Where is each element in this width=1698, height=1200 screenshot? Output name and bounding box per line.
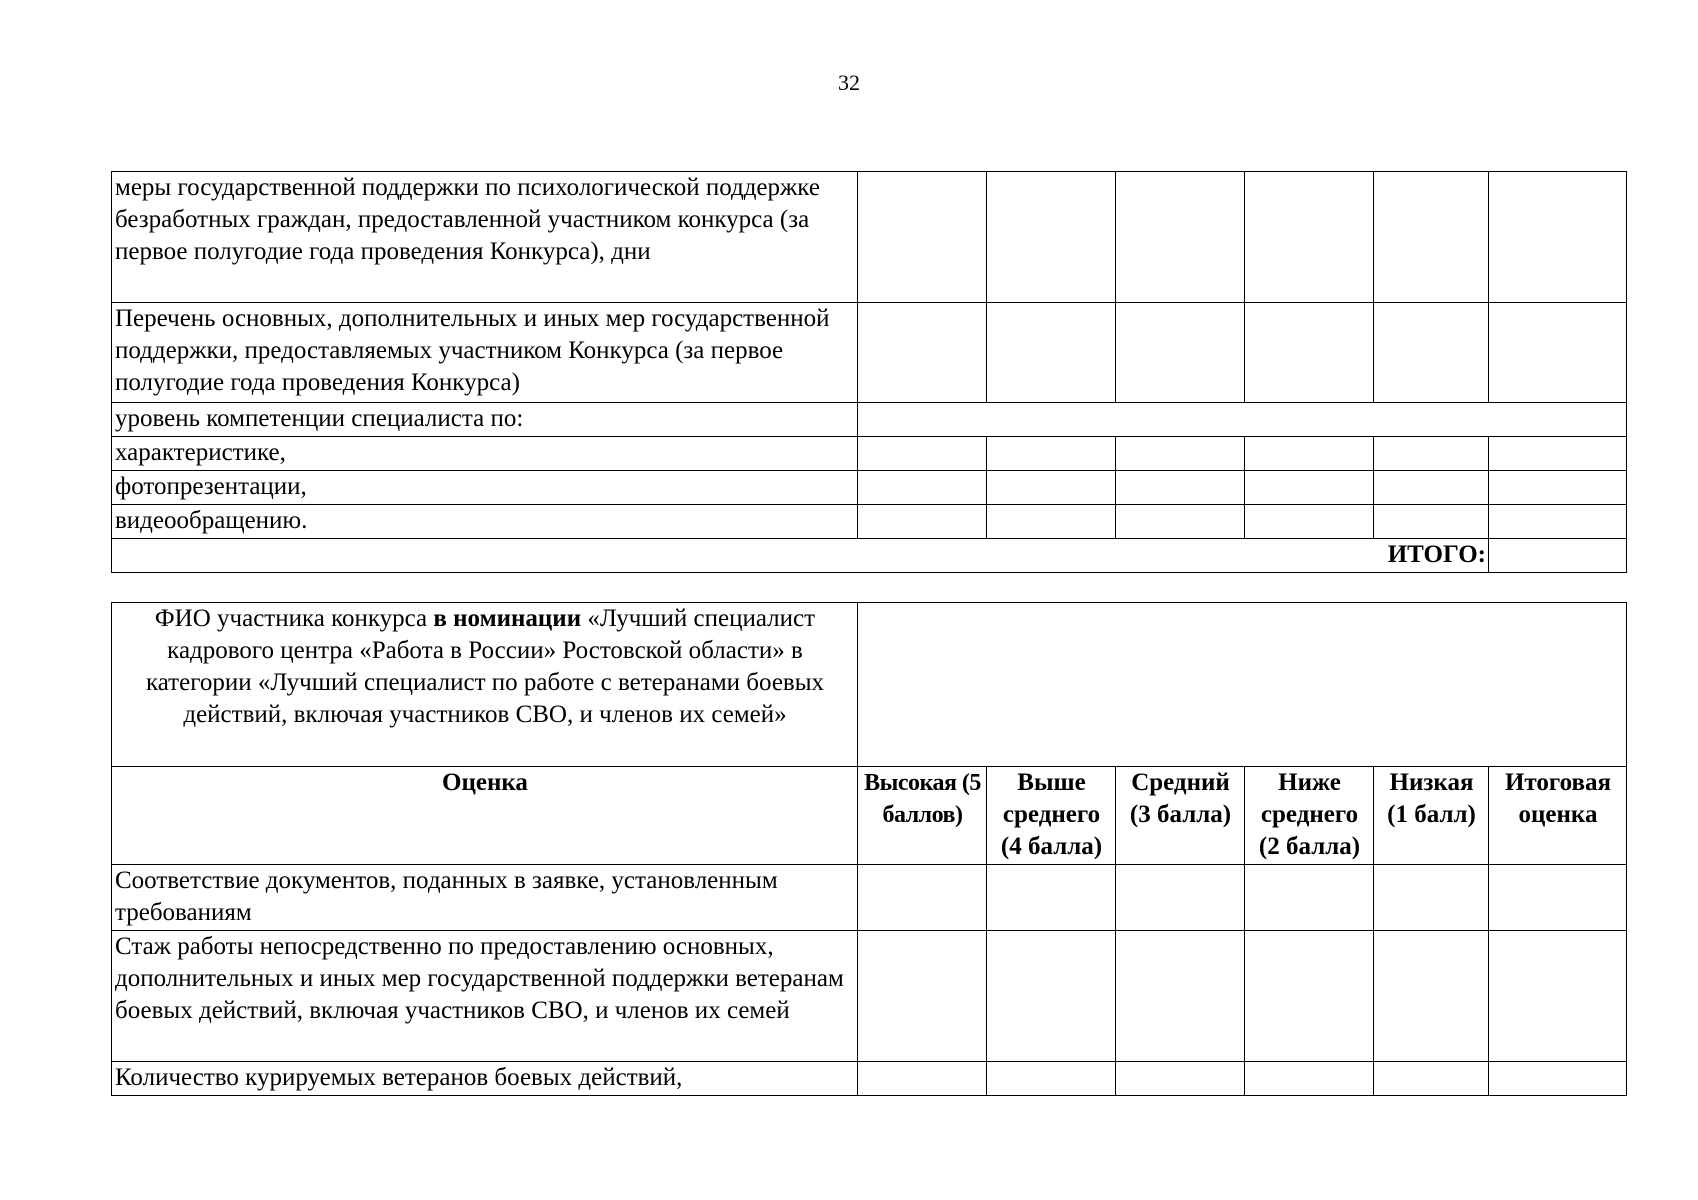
score-cell <box>1374 865 1489 931</box>
total-row <box>112 539 1627 573</box>
score-cell <box>1489 505 1627 539</box>
table-row <box>112 1062 1627 1096</box>
criterion-label: уровень компетенции специалиста по: <box>112 403 858 437</box>
criterion-label: Перечень основных, дополнительных и иных мер государственной поддержки, предоставляемых участником Конкурса (за первое полугодие года проведения Конкурса) <box>112 303 858 403</box>
nomination-prefix: ФИО участника конкурса <box>154 605 434 632</box>
table-row <box>112 437 1627 471</box>
below-average-header: Ниже среднего (2 балла) <box>1245 767 1374 865</box>
score-cell <box>1245 471 1374 505</box>
score-cell <box>858 437 987 471</box>
score-cell <box>858 865 987 931</box>
score-cell <box>1489 437 1627 471</box>
score-cell <box>1489 865 1627 931</box>
final-score-header: Итоговая оценка <box>1489 767 1627 865</box>
total-label: ИТОГО: <box>112 539 1489 573</box>
score-cell <box>1245 1062 1374 1096</box>
score-cell <box>1374 1062 1489 1096</box>
criterion-label: фотопрезентации, <box>112 471 858 505</box>
participant-name-cell <box>858 603 1627 767</box>
score-cell <box>858 1062 987 1096</box>
score-cell <box>987 1062 1116 1096</box>
score-cell <box>1116 437 1245 471</box>
nomination-suffix: «Лучший специалист кадрового центра «Работа в России» Ростовской области» в категории «Лучший специалист по работе с ветеранами боевых действий, включая участников СВО, и членов их семей» <box>145 605 825 728</box>
score-cell <box>1245 505 1374 539</box>
score-cell <box>987 437 1116 471</box>
merged-cell <box>858 403 1627 437</box>
high-score-header: Высокая (5 баллов) <box>858 767 987 865</box>
score-cell <box>1245 437 1374 471</box>
score-cell <box>1245 865 1374 931</box>
score-cell <box>1245 172 1374 303</box>
score-cell <box>1374 303 1489 403</box>
table-row <box>112 471 1627 505</box>
criterion-label: Соответствие документов, поданных в заявке, установленным требованиям <box>112 865 858 931</box>
above-average-header: Выше среднего (4 балла) <box>987 767 1116 865</box>
score-cell <box>1116 931 1245 1062</box>
table-row <box>112 303 1627 403</box>
score-cell <box>987 931 1116 1062</box>
table-row <box>112 403 1627 437</box>
score-cell <box>1116 865 1245 931</box>
table-row <box>112 172 1627 303</box>
table-row <box>112 931 1627 1062</box>
nomination-title <box>112 603 858 767</box>
nomination-bold: в номинации <box>433 605 582 632</box>
score-cell <box>987 172 1116 303</box>
score-cell <box>1374 505 1489 539</box>
average-header: Средний (3 балла) <box>1116 767 1245 865</box>
score-cell <box>1245 303 1374 403</box>
total-value-cell <box>1489 539 1627 573</box>
score-cell <box>858 471 987 505</box>
score-cell <box>1374 471 1489 505</box>
criterion-label: характеристике, <box>112 437 858 471</box>
criterion-header: Оценка <box>112 767 858 865</box>
nomination-row <box>112 603 1627 767</box>
header-row <box>112 767 1627 865</box>
score-cell <box>987 865 1116 931</box>
score-cell <box>1116 303 1245 403</box>
score-cell <box>987 505 1116 539</box>
table-row <box>112 505 1627 539</box>
score-cell <box>858 172 987 303</box>
score-cell <box>858 505 987 539</box>
score-cell <box>1489 1062 1627 1096</box>
score-cell <box>1489 172 1627 303</box>
score-cell <box>1489 471 1627 505</box>
evaluation-table-continued <box>111 171 1627 573</box>
score-cell <box>1374 172 1489 303</box>
score-cell <box>858 931 987 1062</box>
score-cell <box>1116 1062 1245 1096</box>
score-cell <box>987 471 1116 505</box>
criterion-label: видеообращению. <box>112 505 858 539</box>
score-cell <box>1116 172 1245 303</box>
table-row <box>112 865 1627 931</box>
criterion-label: Количество курируемых ветеранов боевых действий, <box>112 1062 858 1096</box>
score-cell <box>987 303 1116 403</box>
score-cell <box>1374 931 1489 1062</box>
score-cell <box>1374 437 1489 471</box>
criterion-label: меры государственной поддержки по психологической поддержке безработных граждан, предоставленной участником конкурса (за первое полугодие года проведения Конкурса), дни <box>112 172 858 303</box>
score-cell <box>1489 931 1627 1062</box>
nomination-evaluation-table <box>111 602 1627 1096</box>
low-score-header: Низкая (1 балл) <box>1374 767 1489 865</box>
score-cell <box>1245 931 1374 1062</box>
score-cell <box>858 303 987 403</box>
score-cell <box>1116 505 1245 539</box>
page-number: 32 <box>838 70 860 95</box>
score-cell <box>1116 471 1245 505</box>
criterion-label: Стаж работы непосредственно по предоставлению основных, дополнительных и иных мер государственной поддержки ветеранам боевых действий, включая участников СВО, и членов их семей <box>112 931 858 1062</box>
score-cell <box>1489 303 1627 403</box>
